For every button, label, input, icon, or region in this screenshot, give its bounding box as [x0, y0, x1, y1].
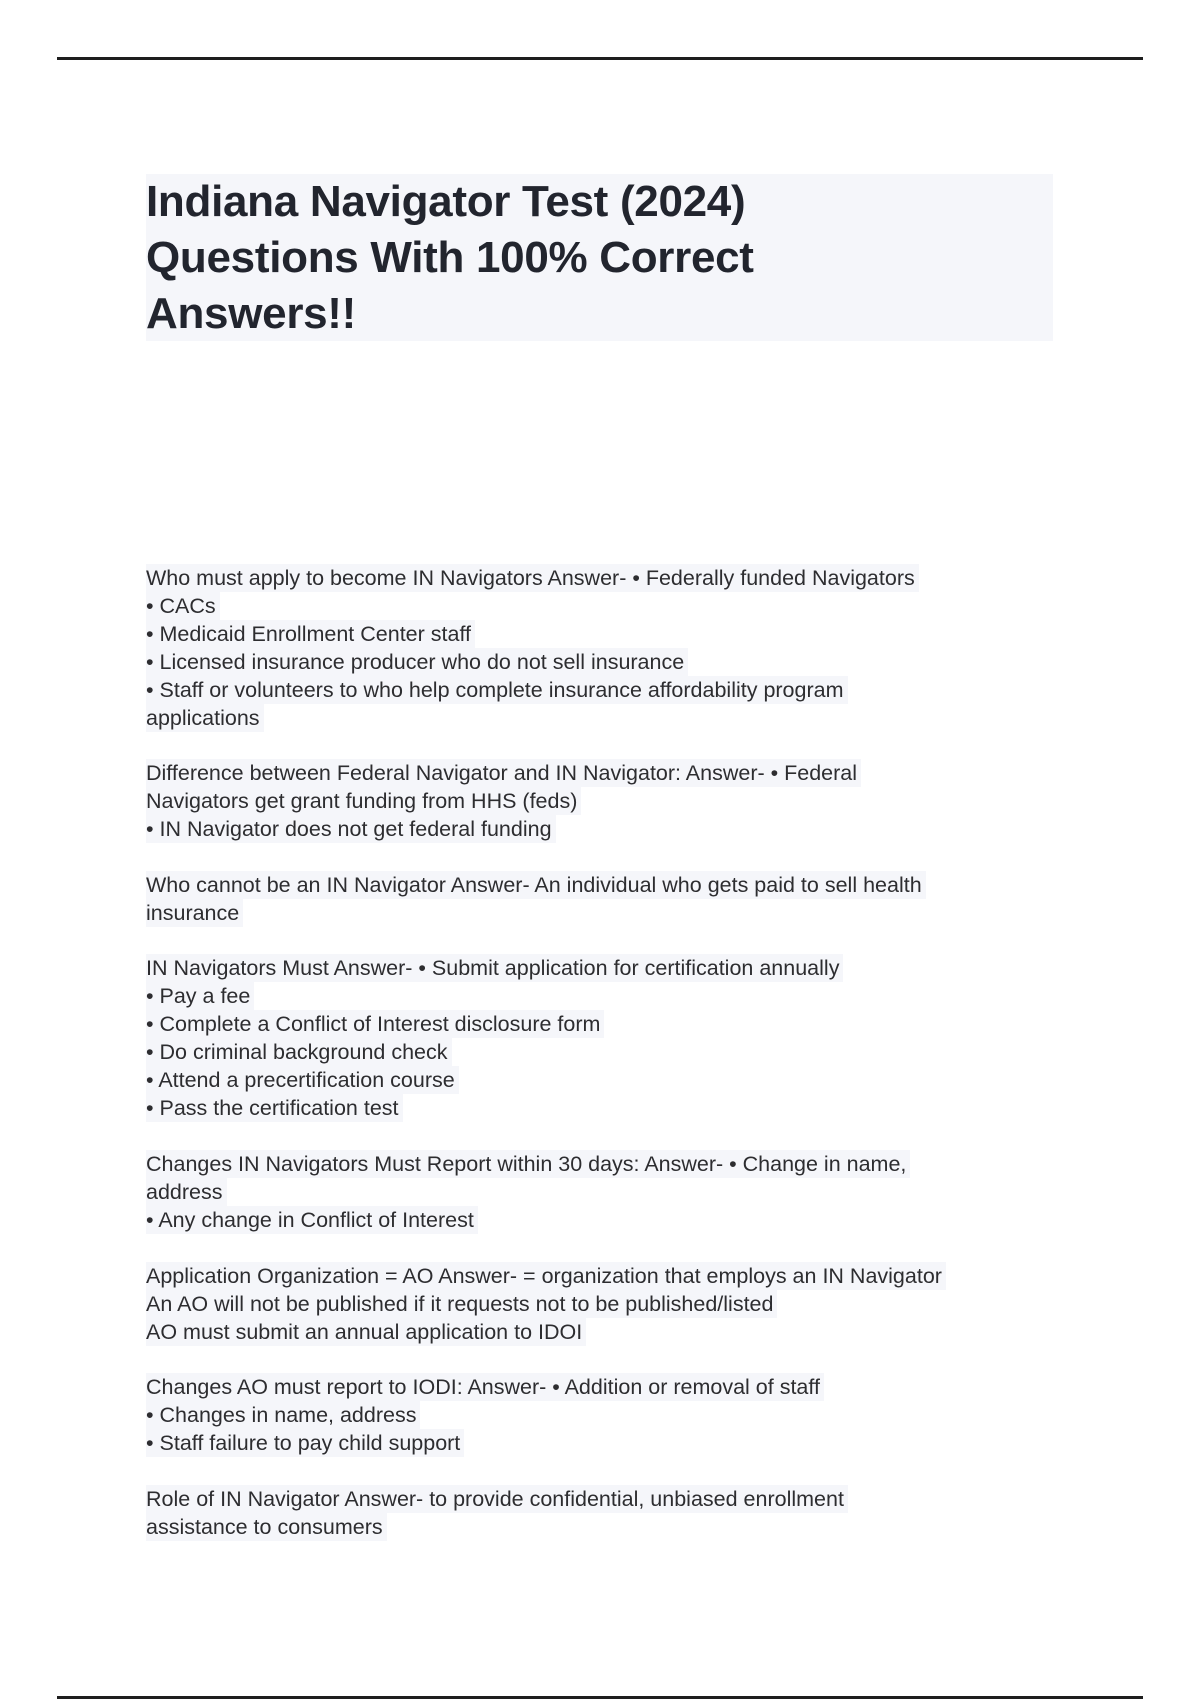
qa-line: Difference between Federal Navigator and IN Navigator: Answer- • Federal	[146, 759, 861, 787]
qa-line: • Staff failure to pay child support	[146, 1429, 464, 1457]
qa-line: • Any change in Conflict of Interest	[146, 1206, 478, 1234]
qa-line: • CACs	[146, 592, 220, 620]
qa-line: An AO will not be published if it requests not to be published/listed	[146, 1290, 777, 1318]
qa-line: • Medicaid Enrollment Center staff	[146, 620, 475, 648]
qa-line: • Changes in name, address	[146, 1401, 420, 1429]
qa-item	[146, 1150, 910, 1234]
qa-line: • Staff or volunteers to who help complete insurance affordability program	[146, 676, 848, 704]
qa-line: Role of IN Navigator Answer- to provide confidential, unbiased enrollment	[146, 1485, 848, 1513]
qa-line: Navigators get grant funding from HHS (feds)	[146, 787, 581, 815]
qa-line: AO must submit an annual application to IDOI	[146, 1318, 586, 1346]
qa-line: Changes AO must report to IODI: Answer- • Addition or removal of staff	[146, 1373, 824, 1401]
qa-line: assistance to consumers	[146, 1513, 387, 1541]
title-line: Questions With 100% Correct	[146, 233, 754, 282]
qa-line: Who cannot be an IN Navigator Answer- An individual who gets paid to sell health	[146, 871, 926, 899]
qa-line: insurance	[146, 899, 243, 927]
qa-line: Changes IN Navigators Must Report within 30 days: Answer- • Change in name,	[146, 1150, 910, 1178]
qa-item	[146, 954, 843, 1122]
qa-item	[146, 871, 926, 927]
qa-line: • Do criminal background check	[146, 1038, 452, 1066]
qa-item	[146, 1373, 824, 1457]
title-line: Answers!!	[146, 289, 357, 338]
qa-item	[146, 1485, 848, 1541]
qa-line: IN Navigators Must Answer- • Submit application for certification annually	[146, 954, 843, 982]
qa-item	[146, 759, 861, 843]
qa-item	[146, 1262, 946, 1346]
header-rule	[57, 57, 1143, 60]
qa-item	[146, 564, 919, 732]
qa-line: • Pass the certification test	[146, 1094, 403, 1122]
title-line: Indiana Navigator Test (2024)	[146, 177, 746, 226]
qa-line: applications	[146, 704, 264, 732]
document-title	[146, 174, 906, 342]
qa-line: • Pay a fee	[146, 982, 254, 1010]
qa-line: • Complete a Conflict of Interest disclosure form	[146, 1010, 604, 1038]
qa-line: • IN Navigator does not get federal funding	[146, 815, 556, 843]
qa-line: • Attend a precertification course	[146, 1066, 459, 1094]
title-block	[146, 174, 1053, 341]
qa-line: address	[146, 1178, 227, 1206]
footer-rule	[57, 1696, 1143, 1699]
qa-line: Who must apply to become IN Navigators Answer- • Federally funded Navigators	[146, 564, 919, 592]
qa-line: Application Organization = AO Answer- = organization that employs an IN Navigator	[146, 1262, 946, 1290]
qa-line: • Licensed insurance producer who do not sell insurance	[146, 648, 688, 676]
